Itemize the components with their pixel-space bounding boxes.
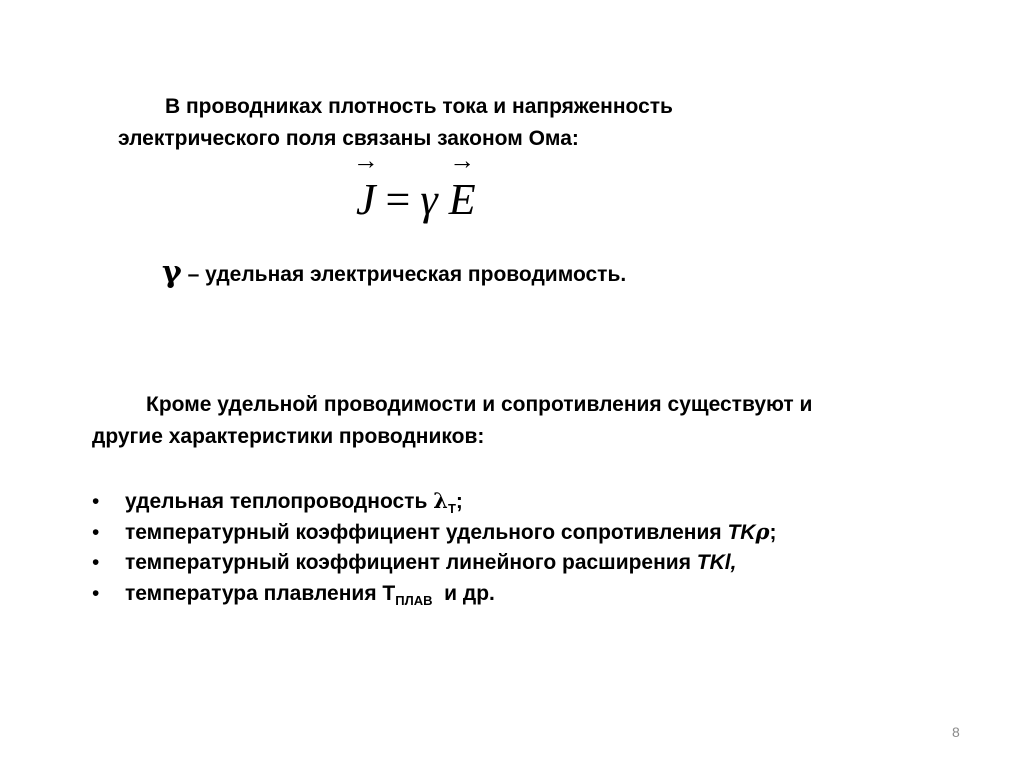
vector-arrow-icon: → [352,146,379,175]
bullet-marker: • [92,490,100,513]
gamma-symbol: γ [162,255,182,290]
item-text: температурный коэффициент линейного расширения [125,551,697,574]
list-item [92,578,776,609]
item-subscript: T [447,501,456,516]
characteristics-list [92,485,776,609]
lambda-symbol: λ [433,488,448,513]
item-tail: и др. [432,582,495,605]
vector-arrow-icon: → [449,146,476,175]
bullet-marker: • [92,582,100,605]
item-italic: TK [727,521,756,544]
electric-field-symbol: E [448,175,476,224]
list-item [92,516,776,547]
bullet-marker: • [92,551,100,574]
list-item [92,547,776,578]
current-density-vector [352,146,379,230]
item-text: температурный коэффициент удельного сопротивления [125,521,728,544]
current-density-symbol: J [356,175,376,224]
item-text: удельная теплопроводность [125,490,434,513]
item-tail: ; [455,490,463,513]
item-italic: TKl, [696,551,737,574]
paragraph2-line1: Кроме удельной проводимости и сопротивления существуют и [146,393,813,416]
paragraph1-line2: электрического поля связаны законом Ома: [118,127,579,150]
definition-text: – удельная электрическая проводимость. [181,263,627,286]
equals-sign: = [385,175,411,224]
definition-line [162,255,627,290]
item-tail: ; [769,521,777,544]
electric-field-vector [448,146,476,230]
item-text: температура плавления Т [125,582,396,605]
paragraph1-line1: В проводниках плотность тока и напряженность [165,95,673,118]
page-number: 8 [952,724,960,740]
ohm-law-formula [352,146,476,230]
item-subscript: ПЛАВ [395,593,433,608]
list-item [92,485,776,516]
paragraph2-line2: другие характеристики проводников: [92,425,485,448]
conductivity-symbol: γ [420,175,438,224]
bullet-marker: • [92,521,100,544]
rho-symbol: ρ [755,519,770,544]
